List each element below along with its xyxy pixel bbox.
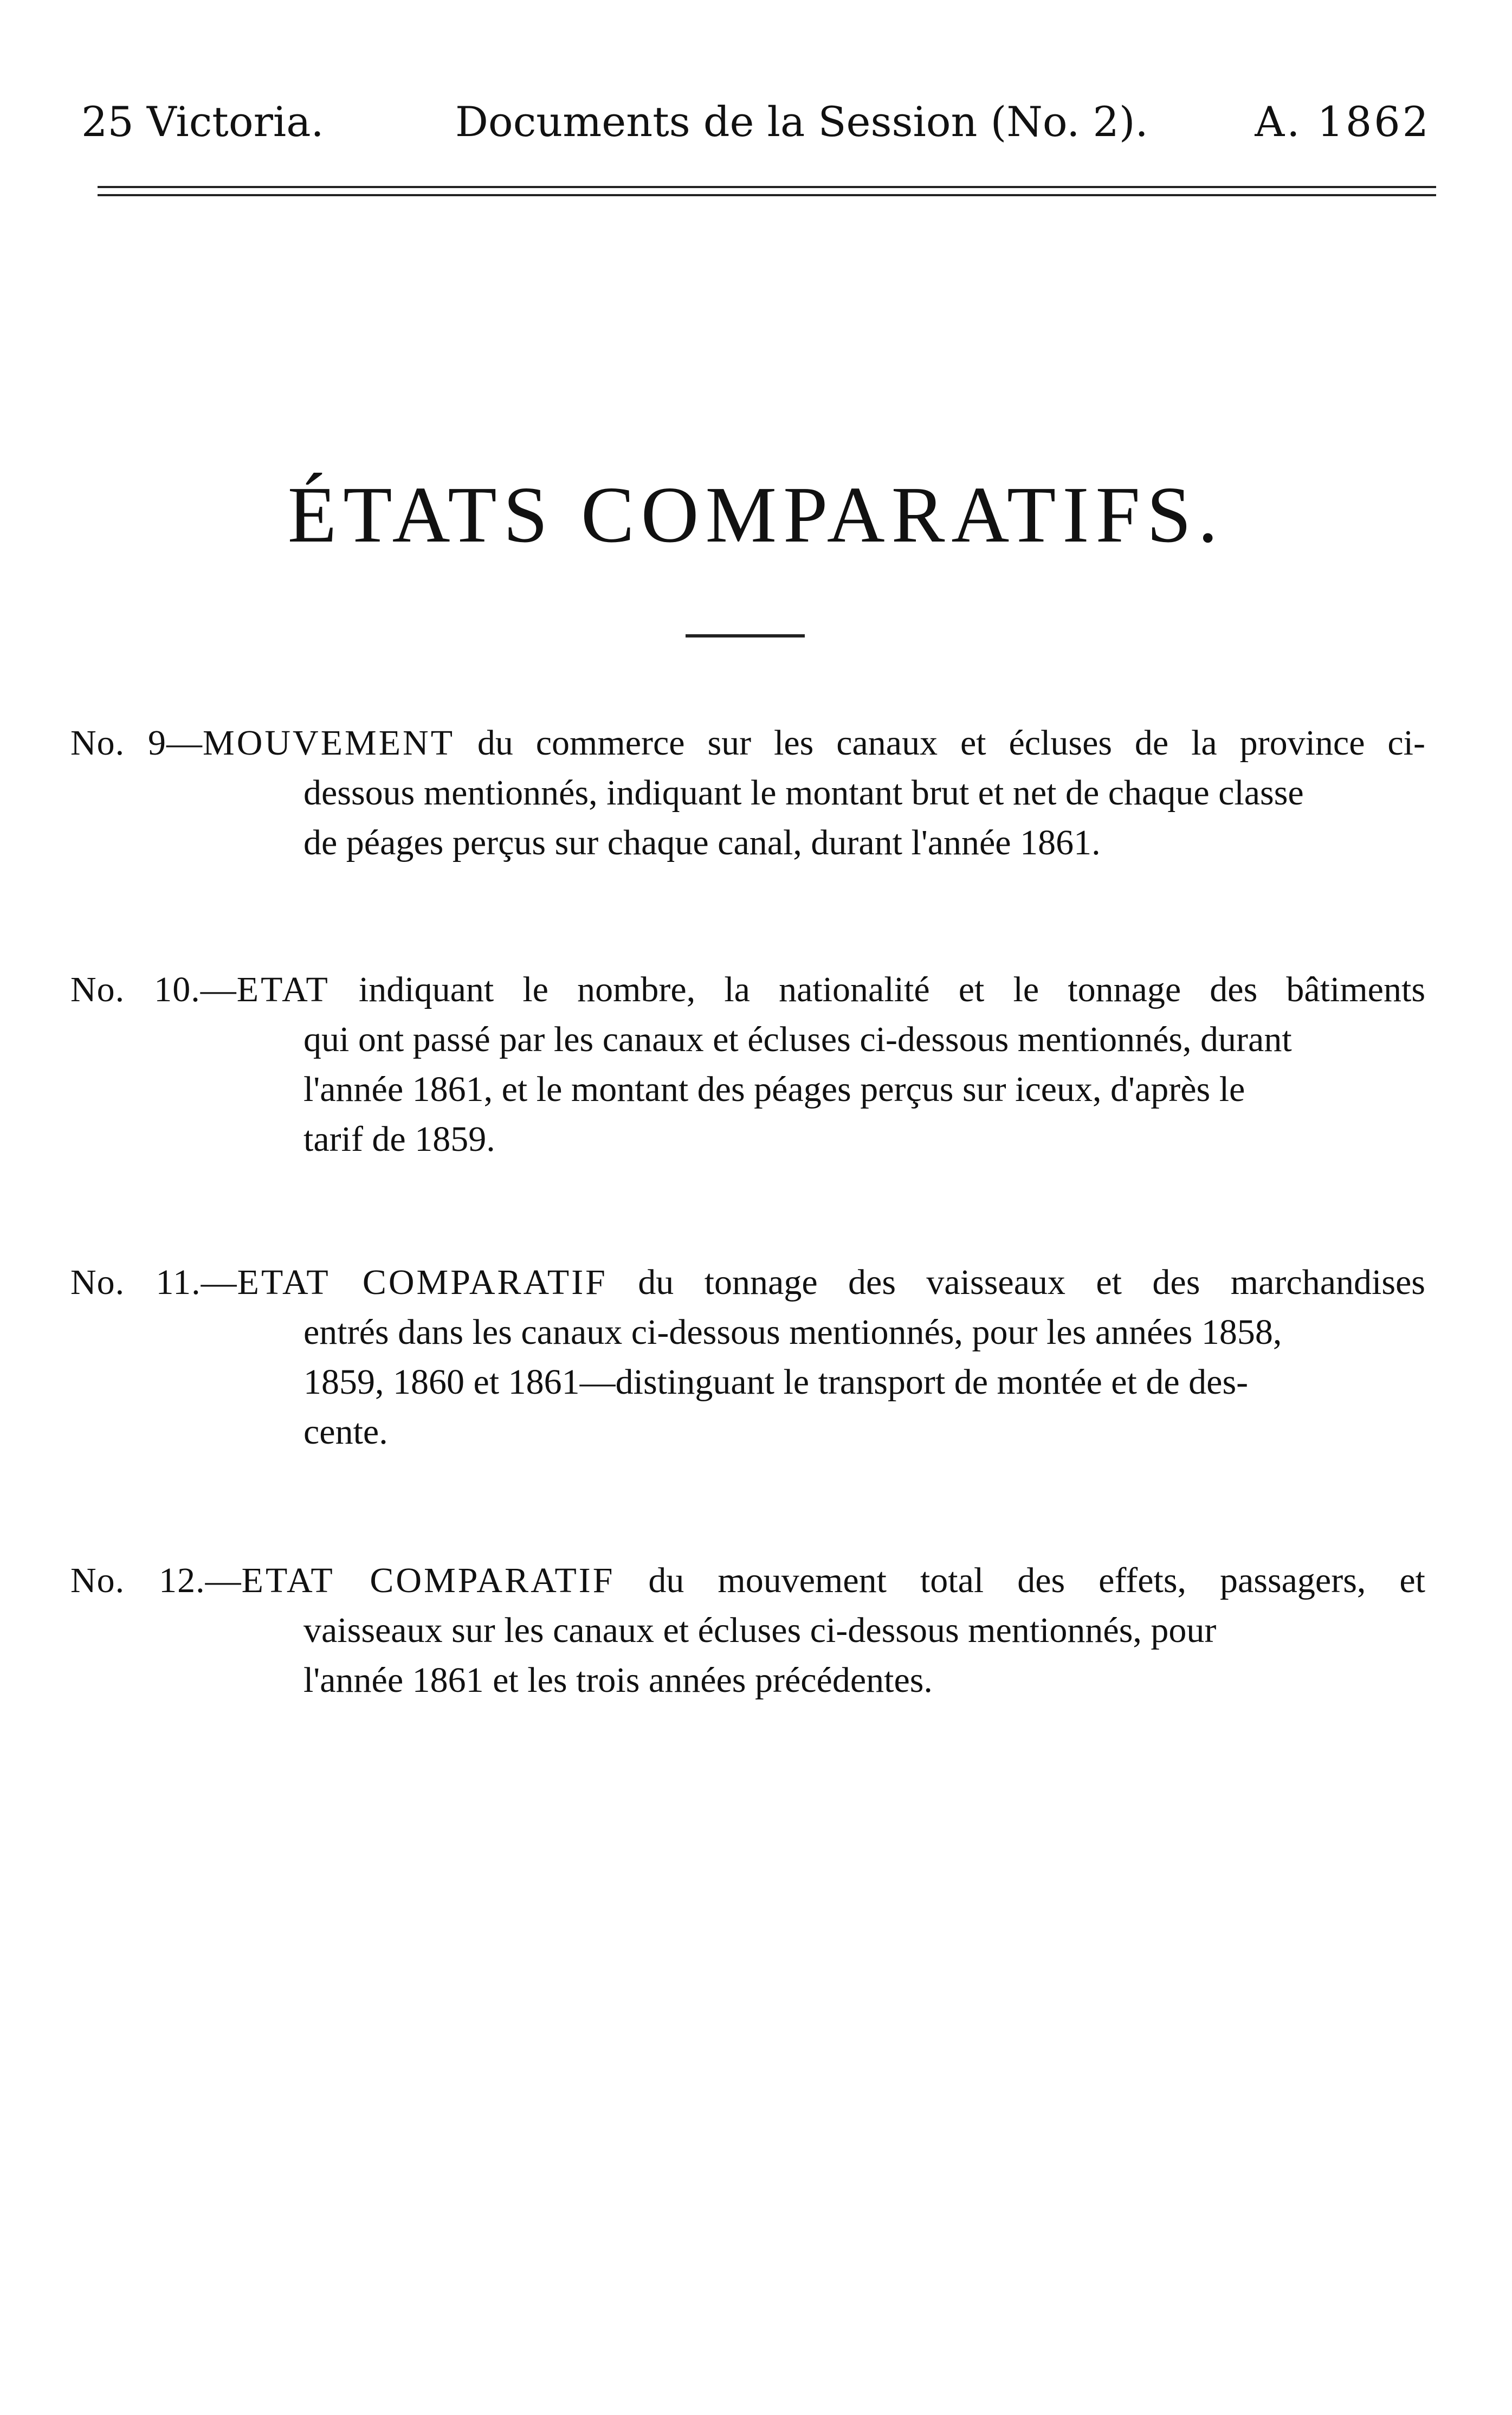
entry-line: dessous mentionnés, indiquant le montant brut et net de chaque classe — [303, 773, 1304, 813]
entry-first-line — [70, 1556, 1425, 1606]
entry-first-line — [70, 1258, 1425, 1308]
page-title: ÉTATS COMPARATIFS. — [287, 471, 1225, 559]
entry-line: 1859, 1860 et 1861—distinguant le transport de montée et de des- — [303, 1362, 1249, 1402]
running-header — [81, 92, 1431, 152]
entry-first-line-text: du commerce sur les canaux et écluses de la province ci- — [477, 723, 1425, 763]
entry-body — [303, 1015, 1425, 1164]
entry-line: l'année 1861, et le montant des péages perçus sur iceux, d'après le — [303, 1070, 1245, 1109]
entry-first-line — [70, 718, 1425, 768]
entry-heading: MOUVEMENT — [203, 723, 455, 763]
header-rule-bottom — [98, 194, 1436, 196]
entry-body — [303, 1308, 1425, 1457]
entry-heading: ETAT — [236, 970, 330, 1009]
title-divider — [686, 634, 805, 637]
header-rule-top — [98, 186, 1436, 188]
entry-number: No. 12.— — [70, 1561, 242, 1600]
header-regnal-year: 25 Victoria. — [81, 98, 324, 146]
header-year: A. 1862 — [1255, 98, 1431, 146]
entry-line: qui ont passé par les canaux et écluses ci-dessous mentionnés, durant — [303, 1020, 1292, 1059]
entry-heading: ETAT COMPARATIF — [237, 1263, 608, 1302]
entry-no-12 — [70, 1556, 1425, 1705]
entry-number: No. 11.— — [70, 1263, 237, 1302]
entry-line: tarif de 1859. — [303, 1119, 495, 1159]
entry-first-line-text: du mouvement total des effets, passagers, et — [648, 1561, 1425, 1600]
entry-body — [303, 768, 1425, 868]
entry-number: No. 10.— — [70, 970, 237, 1009]
header-document-title: Documents de la Session (No. 2). — [455, 98, 1148, 146]
entry-line: entrés dans les canaux ci-dessous mentionnés, pour les années 1858, — [303, 1312, 1282, 1352]
entry-no-9 — [70, 718, 1425, 868]
entry-first-line — [70, 965, 1425, 1015]
entry-line: vaisseaux sur les canaux et écluses ci-dessous mentionnés, pour — [303, 1611, 1217, 1650]
entry-heading: ETAT COMPARATIF — [241, 1561, 615, 1600]
entry-line: l'année 1861 et les trois années précédentes. — [303, 1660, 933, 1700]
entry-first-line-text: du tonnage des vaisseaux et des marchandises — [638, 1263, 1425, 1302]
entry-line: de péages perçus sur chaque canal, durant l'année 1861. — [303, 823, 1101, 862]
entry-body — [303, 1606, 1425, 1705]
entry-first-line-text: indiquant le nombre, la nationalité et le tonnage des bâtiments — [358, 970, 1425, 1009]
entry-number: No. 9— — [70, 723, 203, 763]
entry-no-11 — [70, 1258, 1425, 1457]
entry-line: cente. — [303, 1412, 388, 1452]
entry-no-10 — [70, 965, 1425, 1164]
